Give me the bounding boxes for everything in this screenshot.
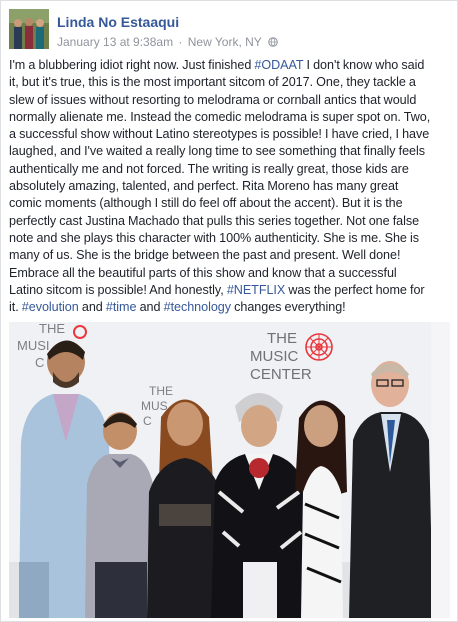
- author-name[interactable]: Linda No Estaaqui: [57, 14, 180, 30]
- backdrop-text-mid-3: C: [143, 414, 152, 428]
- post-text-segment: it.: [9, 300, 22, 315]
- backdrop-text-left-2: MUSI: [17, 338, 50, 353]
- post-text-line: [9, 74, 453, 91]
- post-meta: [57, 35, 278, 49]
- backdrop-text-left-1: THE: [39, 322, 65, 336]
- hashtag-link[interactable]: #time: [105, 300, 137, 315]
- post-text-segment: I'm a blubbering idiot right now. Just finished: [9, 58, 255, 72]
- author-avatar[interactable]: [9, 9, 49, 49]
- post-text-line: [9, 178, 453, 195]
- post-text-segment: it, but it's true, this is the most important sitcom of 2017. One, they tackle a: [9, 75, 416, 90]
- post-text-line: [9, 247, 453, 264]
- post-date[interactable]: January 13 at 9:38am: [57, 35, 174, 49]
- post-text-line: [9, 92, 453, 109]
- person-young-woman: [295, 400, 347, 618]
- backdrop-text-mid-2: MUS: [141, 399, 168, 413]
- backdrop-text-large-3: CENTER: [250, 366, 312, 383]
- post-photo[interactable]: [9, 322, 450, 618]
- post-text-segment: I don't know who said: [303, 58, 425, 72]
- post-text-segment: note and she plays this character with 100% authenticity. She is me. She is: [9, 230, 420, 245]
- post-text-segment: many of us. She is the bridge between the past and present. Well done!: [9, 248, 401, 263]
- backdrop-text-large-2: MUSIC: [250, 348, 299, 365]
- post-text-line: [9, 230, 453, 247]
- backdrop-text-large-1: THE: [267, 330, 297, 347]
- post-text-line: [9, 126, 453, 143]
- post-text-segment: and: [78, 300, 106, 315]
- globe-icon[interactable]: [268, 37, 278, 47]
- post-text-segment: changes everything!: [230, 300, 346, 315]
- post-text-segment: perfectly cast Justina Machado that pulls this series together. Not one false: [9, 213, 420, 228]
- post-text-line: [9, 109, 453, 126]
- post-text-segment: authentically me and not forced. The writing is really great, those kids are: [9, 161, 409, 176]
- post-text-line: [9, 57, 453, 74]
- backdrop-text-mid-1: THE: [149, 384, 173, 398]
- post-text-segment: slew of issues without resorting to melodrama or cornball antics that would: [9, 92, 417, 107]
- post-text-segment: comic moments (although I still do feel off about the accent). But it is the: [9, 196, 403, 211]
- post-text-segment: laughed, and I've waited a really long time to see something that finally feels: [9, 144, 425, 159]
- post-text-line: [9, 195, 453, 212]
- post-text-line: [9, 143, 453, 160]
- hashtag-link[interactable]: #evolution: [21, 300, 79, 315]
- hashtag-link[interactable]: #technology: [163, 300, 231, 315]
- post-text: [9, 57, 453, 316]
- meta-separator: ·: [178, 35, 183, 49]
- post-text-line: [9, 161, 453, 178]
- post-header: [9, 9, 449, 53]
- backdrop-text-left-3: C: [35, 355, 45, 370]
- post-text-segment: Embrace all the beautiful parts of this show and know that a successful: [9, 265, 397, 280]
- post-location[interactable]: New York, NY: [187, 35, 262, 49]
- post-text-line: [9, 265, 453, 282]
- post-text-segment: and: [136, 300, 164, 315]
- post-text-segment: was the perfect home for: [285, 282, 425, 297]
- post-text-line: [9, 299, 453, 316]
- post-text-segment: Latino sitcom is possible! And honestly,: [9, 282, 227, 297]
- post-text-segment: a successful show without Latino stereotypes is possible! I have cried, I have: [9, 127, 430, 142]
- post-text-segment: absolutely amazing, talented, and perfect. Rita Moreno has many great: [9, 179, 399, 194]
- post-text-segment: normally alienate me. Instead the comedic melodrama is super spot on. Two,: [9, 109, 431, 124]
- post-text-line: [9, 282, 453, 299]
- hashtag-link[interactable]: #ODAAT: [254, 58, 304, 72]
- post-text-line: [9, 213, 453, 230]
- hashtag-link[interactable]: #NETFLIX: [226, 282, 286, 297]
